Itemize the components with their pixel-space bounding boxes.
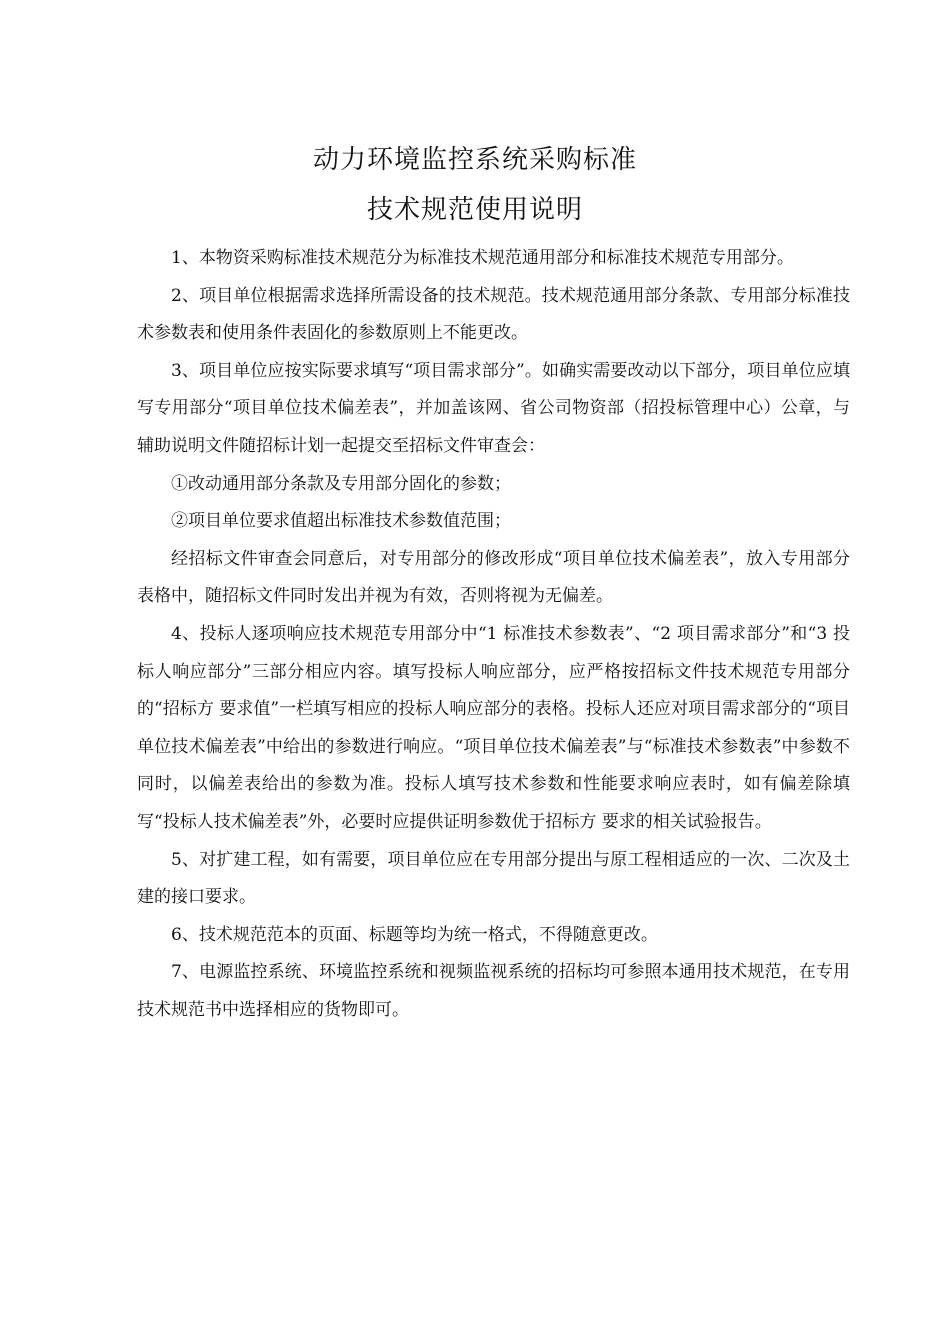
paragraph-5: 5、对扩建工程，如有需要，项目单位应在专用部分提出与原工程相适应的一次、二次及土建的接口要求。	[137, 849, 850, 908]
paragraph-3-item-1: ①改动通用部分条款及专用部分固化的参数；	[171, 473, 511, 494]
document-subtitle: 技术规范使用说明	[366, 195, 583, 225]
paragraph-3: 3、项目单位应按实际要求填写“项目需求部分”。如确实需要改动以下部分，项目单位应填写专用部分“项目单位技术偏差表”，并加盖该网、省公司物资部（招投标管理中心）公章，与辅助说明文件随招标计划一起提交至招标文件审查会：	[137, 360, 850, 456]
paragraph-3-item-2: ②项目单位要求值超出标准技术参数值范围；	[171, 511, 511, 532]
paragraph-1: 1、本物资采购标准技术规范分为标准技术规范通用部分和标准技术规范专用部分。	[171, 248, 794, 268]
paragraph-3-note: 经招标文件审查会同意后，对专用部分的修改形成“项目单位技术偏差表”，放入专用部分表格中，随招标文件同时发出并视为有效，否则将视为无偏差。	[137, 548, 850, 607]
document-title: 动力环境监控系统采购标准	[312, 145, 637, 175]
paragraph-7: 7、电源监控系统、环境监控系统和视频监视系统的招标均可参照本通用技术规范，在专用技术规范书中选择相应的货物即可。	[137, 962, 850, 1020]
paragraph-2: 2、项目单位根据需求选择所需设备的技术规范。技术规范通用部分条款、专用部分标准技术参数表和使用条件表固化的参数原则上不能更改。	[137, 285, 850, 344]
document-body	[137, 240, 850, 1029]
paragraph-6: 6、技术规范范本的页面、标题等均为统一格式，不得随意更改。	[171, 924, 658, 945]
paragraph-4: 4、投标人逐项响应技术规范专用部分中“1 标准技术参数表”、“2 项目需求部分”和“3 投标人响应部分”三部分相应内容。填写投标人响应部分，应严格按招标文件技术规范专用部分的“招标方 要求值”一栏填写相应的投标人响应部分的表格。投标人还应对项目需求部分的“项目单位技术偏差表”中给出的参数进行响应。“项目单位技术偏差表”与“标准技术参数表”中参数不同时，以偏差表给出的参数为准。投标人填写技术参数和性能要求响应表时，如有偏差除填写“投标人技术偏差表”外，必要时应提供证明参数优于招标方 要求的相关试验报告。	[137, 623, 850, 832]
